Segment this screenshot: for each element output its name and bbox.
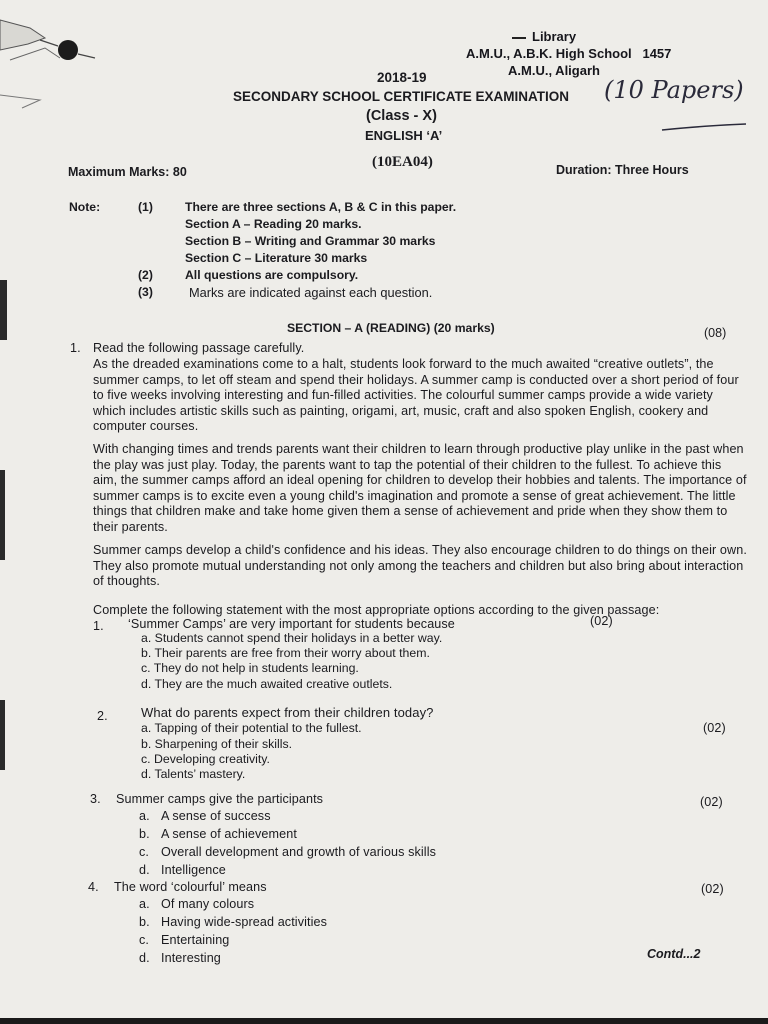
note-num: (1): [138, 200, 153, 214]
stamp-line-school: A.M.U., A.B.K. High School 1457: [466, 46, 672, 61]
option-letter: d.: [139, 863, 150, 877]
section-marks: (08): [704, 326, 727, 340]
continued-label: Contd...2: [647, 947, 701, 961]
subquestion-marks: (02): [590, 614, 613, 628]
option: c. Developing creativity.: [141, 752, 270, 766]
question-number: 1.: [70, 341, 81, 355]
stamp-line-city: A.M.U., Aligarh: [508, 63, 600, 78]
subquestion-marks: (02): [703, 721, 726, 735]
option: Entertaining: [161, 933, 230, 947]
subquestion-number: 3.: [90, 792, 101, 806]
option: a. Students cannot spend their holidays in a better way.: [141, 631, 443, 645]
subquestion-marks: (02): [700, 795, 723, 809]
subquestion-text: What do parents expect from their children today?: [141, 705, 434, 720]
exam-year: 2018-19: [377, 70, 427, 85]
subquestion-text: Summer camps give the participants: [116, 792, 324, 806]
stamp-line-library: Library: [512, 29, 576, 44]
dash-mark: [512, 37, 526, 39]
option: Of many colours: [161, 897, 255, 911]
option: c. They do not help in students learning.: [141, 661, 359, 675]
option: a. Tapping of their potential to the fullest.: [141, 721, 362, 735]
question-text: Read the following passage carefully.: [93, 341, 305, 355]
option-letter: c.: [139, 933, 149, 947]
option: Having wide-spread activities: [161, 915, 327, 929]
duration: Duration: Three Hours: [556, 163, 689, 177]
subquestion-number: 4.: [88, 880, 99, 894]
note-text: Marks are indicated against each question.: [189, 285, 433, 300]
option-letter: b.: [139, 915, 150, 929]
note-text: Section A – Reading 20 marks.: [185, 217, 362, 231]
note-text: There are three sections A, B & C in this paper.: [185, 200, 457, 214]
binding-mark: [0, 470, 5, 560]
note-num: (3): [138, 285, 153, 299]
subquestion-number: 2.: [97, 709, 108, 723]
option: d. Talents’ mastery.: [141, 767, 246, 781]
note-text: Section B – Writing and Grammar 30 marks: [185, 234, 436, 248]
subquestion-number: 1.: [93, 619, 104, 633]
subquestion-marks: (02): [701, 882, 724, 896]
paper-code: (10EA04): [372, 154, 433, 170]
subject-label: ENGLISH ‘A’: [365, 128, 443, 143]
option: Overall development and growth of various skills: [161, 845, 436, 859]
option: b. Sharpening of their skills.: [141, 737, 293, 751]
option-letter: a.: [139, 809, 150, 823]
option-letter: a.: [139, 897, 150, 911]
passage-paragraph: As the dreaded examinations come to a halt, students look forward to the much awaited “creative outlets”, the summer camps, to let off steam and spend their holidays. A summer camp is conducted over a short period of four to five weeks involving interesting and fun-filled activities. The colourful summer camps provide a wide variety which includes artistic skills such as painting, origami, art, music, craft and also spoken English, cookery and computer courses.: [93, 357, 739, 434]
option: b. Their parents are free from their worry about them.: [141, 646, 430, 660]
section-title: SECTION – A (READING) (20 marks): [287, 321, 495, 335]
subquestion-text: The word ‘colourful’ means: [114, 880, 267, 894]
binding-mark: [0, 280, 7, 340]
option: d. They are the much awaited creative outlets.: [141, 677, 393, 691]
exam-title: SECONDARY SCHOOL CERTIFICATE EXAMINATION: [233, 89, 570, 104]
option-letter: c.: [139, 845, 149, 859]
option: A sense of achievement: [161, 827, 297, 841]
handwritten-underline-icon: [660, 118, 750, 138]
note-label: Note:: [69, 200, 101, 214]
option: Interesting: [161, 951, 221, 965]
stamp-number: 1457: [642, 46, 672, 61]
class-label: (Class - X): [366, 108, 437, 124]
scan-edge: [0, 1018, 768, 1024]
note-num: (2): [138, 268, 153, 282]
instruction: Complete the following statement with the most appropriate options according to the given passage:: [93, 603, 660, 617]
handwritten-note: (10 Papers): [604, 76, 744, 104]
option: Intelligence: [161, 863, 226, 877]
option-letter: b.: [139, 827, 150, 841]
option-letter: d.: [139, 951, 150, 965]
torn-corner-icon: [0, 0, 120, 110]
note-text: Section C – Literature 30 marks: [185, 251, 368, 265]
option: A sense of success: [161, 809, 271, 823]
passage-paragraph: With changing times and trends parents want their children to learn through productive play unlike in the past when the play was just play. Today, the parents want to tap the potential of their children to the fullest. To achieve this aim, the summer camps afford an ideal opening for children to develop their hobbies and talents. The importance of summer camps is to excite even a young child's imagination and promote a sense of great achievement. The little things that children make and take home given them a sense of achievement and pride when they show them to their parents.: [93, 442, 747, 534]
note-text: All questions are compulsory.: [185, 268, 359, 282]
subquestion-text: ‘Summer Camps’ are very important for students because: [128, 617, 455, 631]
passage-paragraph: Summer camps develop a child's confidence and his ideas. They also encourage children to do things on their own. They also promote mutual understanding not only among the teachers and children but also bring about interaction of thoughts.: [93, 543, 747, 589]
max-marks: Maximum Marks: 80: [68, 165, 187, 179]
binding-mark: [0, 700, 5, 770]
